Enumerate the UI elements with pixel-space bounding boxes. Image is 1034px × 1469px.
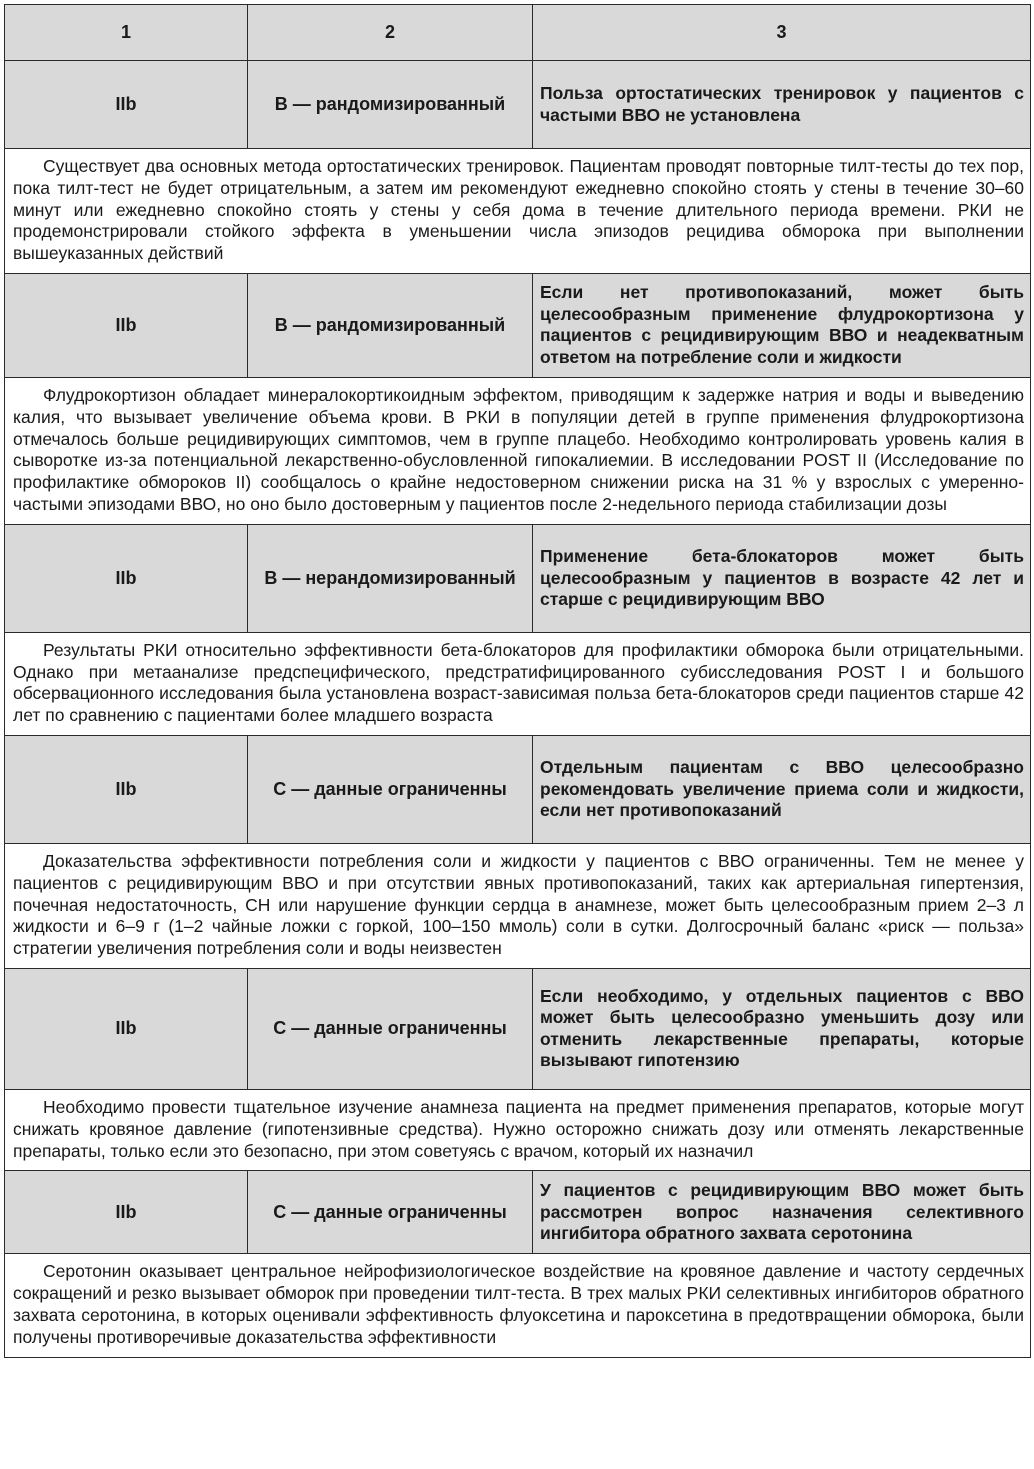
recommendation-cell: Если нет противопоказаний, может быть целесообразным применение флудрокортизона у пациентов с рецидивирующим ВВО и неадекватным ответом на потребление соли и жидкости [533,273,1031,377]
recommendation-row [5,61,1031,149]
class-cell: IIb [5,524,248,632]
explanation-text: Существует два основных метода ортостатических тренировок. Пациентам проводят повторные тилт-тесты до тех пор, пока тилт-тест не будет отрицательным, а затем им рекомендуют ежедневно спокойно стоять у стены в течение 30–60 минут или ежедневно спокойно стоять у стены у себя дома в течение длительного периода времени. РКИ не продемонстрировали стойкого эффекта в уменьшении числа эпизодов рецидива обморока при выполнении вышеуказанных действий [5,149,1031,274]
header-col-2: 2 [248,5,533,61]
class-cell: IIb [5,1171,248,1254]
recommendation-cell: Если необходимо, у отдельных пациентов с ВВО может быть целесообразно уменьшить дозу или отменить лекарственные препараты, которые вызывают гипотензию [533,968,1031,1089]
level-cell: B — нерандомизированный [248,524,533,632]
explanation-row [5,632,1031,735]
table-header-row [5,5,1031,61]
recommendation-row [5,1171,1031,1254]
explanation-row [5,843,1031,968]
level-cell: C — данные ограниченны [248,735,533,843]
header-col-1: 1 [5,5,248,61]
class-cell: IIb [5,968,248,1089]
recommendation-cell: Польза ортостатических тренировок у пациентов с частыми ВВО не установлена [533,61,1031,149]
explanation-text: Серотонин оказывает центральное нейрофизиологическое воздействие на кровяное давление и частоту сердечных сокращений и резко вызывает обморок при проведении тилт-теста. В трех малых РКИ селективных ингибиторов обратного захвата серотонина, в которых оценивали эффективность флуоксетина и пароксетина в предотвращении обморока, были получены противоречивые доказательства эффективности [5,1254,1031,1357]
recommendation-row [5,735,1031,843]
explanation-row [5,149,1031,274]
explanation-row [5,1089,1031,1170]
explanation-row [5,1254,1031,1357]
recommendation-cell: Отдельным пациентам с ВВО целесообразно рекомендовать увеличение приема соли и жидкости, если нет противопоказаний [533,735,1031,843]
class-cell: IIb [5,735,248,843]
level-cell: B — рандомизированный [248,273,533,377]
explanation-text: Необходимо провести тщательное изучение анамнеза пациента на предмет применения препаратов, которые могут снижать кровяное давление (гипотензивные средства). Нужно осторожно снижать дозу или отменять лекарственные препараты, только если это безопасно, при этом советуясь с врачом, который их назначил [5,1089,1031,1170]
explanation-text: Флудрокортизон обладает минералокортикоидным эффектом, приводящим к задержке натрия и воды и выведению калия, что вызывает увеличение объема крови. В РКИ в популяции детей в группе применения флудрокортизона отмечалось больше рецидивирующих симптомов, чем в группе плацебо. Необходимо контролировать уровень калия в сыворотке из-за потенциальной лекарственно-обусловленной гипокалиемии. В исследовании POST II (Исследование по профилактике обмороков II) сообщалось о крайне недостоверном снижении риска на 31 % у взрослых с умеренно-частыми эпизодами ВВО, но оно было достоверным у пациентов после 2-недельного периода стабилизации дозы [5,377,1031,524]
explanation-row [5,377,1031,524]
class-cell: IIb [5,61,248,149]
recommendation-row [5,524,1031,632]
level-cell: B — рандомизированный [248,61,533,149]
level-cell: C — данные ограниченны [248,1171,533,1254]
recommendation-cell: У пациентов с рецидивирующим ВВО может быть рассмотрен вопрос назначения селективного ингибитора обратного захвата серотонина [533,1171,1031,1254]
recommendation-row [5,968,1031,1089]
header-col-3: 3 [533,5,1031,61]
recommendations-table [4,4,1031,1358]
class-cell: IIb [5,273,248,377]
explanation-text: Доказательства эффективности потребления соли и жидкости у пациентов с ВВО ограниченны. Тем не менее у пациентов с рецидивирующим ВВО и при отсутствии явных противопоказаний, таких как артериальная гипертензия, почечная недостаточность, СН или нарушение функции сердца в анамнезе, может быть целесообразным прием 2–3 л жидкости и 6–9 г (1–2 чайные ложки с горкой, 100–150 ммоль) соли в сутки. Долгосрочный баланс «риск — польза» стратегии увеличения потребления соли и воды неизвестен [5,843,1031,968]
level-cell: C — данные ограниченны [248,968,533,1089]
recommendation-cell: Применение бета-блокаторов может быть целесообразным у пациентов в возрасте 42 лет и старше с рецидивирующим ВВО [533,524,1031,632]
recommendation-row [5,273,1031,377]
explanation-text: Результаты РКИ относительно эффективности бета-блокаторов для профилактики обморока были отрицательными. Однако при метаанализе предспецифического, предстратифицированного субисследования POST I и большого обсервационного исследования была установлена возраст-зависимая польза бета-блокаторов среди пациентов старше 42 лет по сравнению с пациентами более младшего возраста [5,632,1031,735]
